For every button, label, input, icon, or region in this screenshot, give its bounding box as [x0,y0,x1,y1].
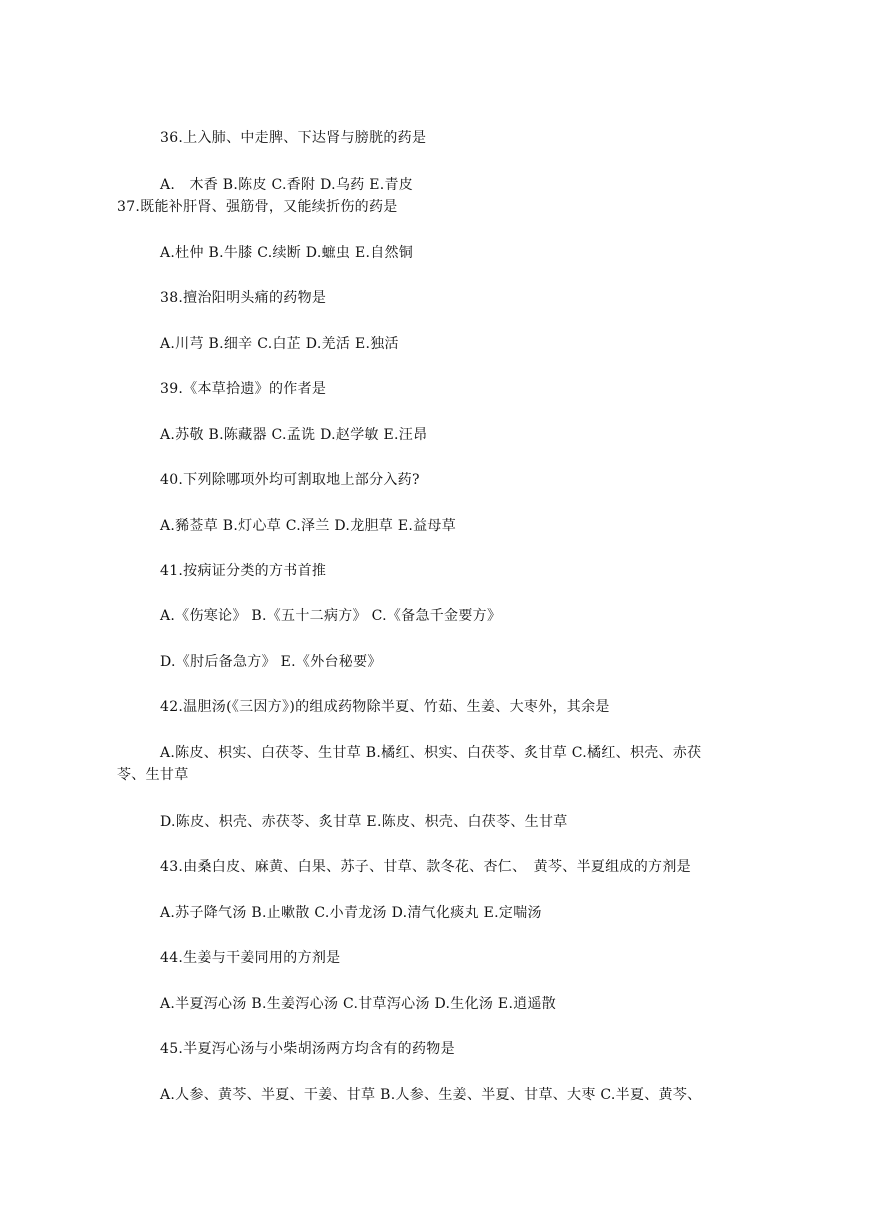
options-40: A.豨莶草 B.灯心草 C.泽兰 D.龙胆草 E.益母草 [160,518,457,534]
options-36: A. 木香 B.陈皮 C.香附 D.乌药 E.青皮 [160,177,414,193]
options-44: A.半夏泻心汤 B.生姜泻心汤 C.甘草泻心汤 D.生化汤 E.逍遥散 [160,996,557,1012]
question-38: 38.擅治阳明头痛的药物是 [160,290,327,306]
question-40: 40.下列除哪项外均可割取地上部分入药? [160,472,420,488]
options-39: A.苏敬 B.陈藏器 C.孟诜 D.赵学敏 E.汪昂 [160,427,428,443]
question-37: 37.既能补肝肾、强筋骨，又能续折伤的药是 [117,199,398,215]
options-45-part1: A.人参、黄芩、半夏、干姜、甘草 B.人参、生姜、半夏、甘草、大枣 C.半夏、黄芩、 [160,1087,702,1103]
options-37: A.杜仲 B.牛膝 C.续断 D.蟅虫 E.自然铜 [160,245,414,261]
question-36: 36.上入肺、中走脾、下达肾与膀胱的药是 [160,130,427,146]
options-41-part2: D.《肘后备急方》 E.《外台秘要》 [160,654,382,670]
question-39: 39.《本草拾遗》的作者是 [160,381,327,397]
question-45: 45.半夏泻心汤与小柴胡汤两方均含有的药物是 [160,1041,455,1057]
options-42-part1: A.陈皮、枳实、白茯苓、生甘草 B.橘红、枳实、白茯苓、炙甘草 C.橘红、枳壳、赤茯 [160,745,702,761]
options-42-wrap: 苓、生甘草 [117,767,189,783]
question-43: 43.由桑白皮、麻黄、白果、苏子、甘草、款冬花、杏仁、 黄芩、半夏组成的方剂是 [160,859,691,875]
question-41: 41.按病证分类的方书首推 [160,563,327,579]
question-42: 42.温胆汤(《三因方》)的组成药物除半夏、竹茹、生姜、大枣外，其余是 [160,699,610,715]
options-38: A.川芎 B.细辛 C.白芷 D.羌活 E.独活 [160,336,399,352]
options-43: A.苏子降气汤 B.止嗽散 C.小青龙汤 D.清气化痰丸 E.定喘汤 [160,905,542,921]
options-41-part1: A.《伤寒论》 B.《五十二病方》 C.《备急千金要方》 [160,608,502,624]
options-42-part2: D.陈皮、枳壳、赤茯苓、炙甘草 E.陈皮、枳壳、白茯苓、生甘草 [160,814,568,830]
question-44: 44.生姜与干姜同用的方剂是 [160,950,341,966]
